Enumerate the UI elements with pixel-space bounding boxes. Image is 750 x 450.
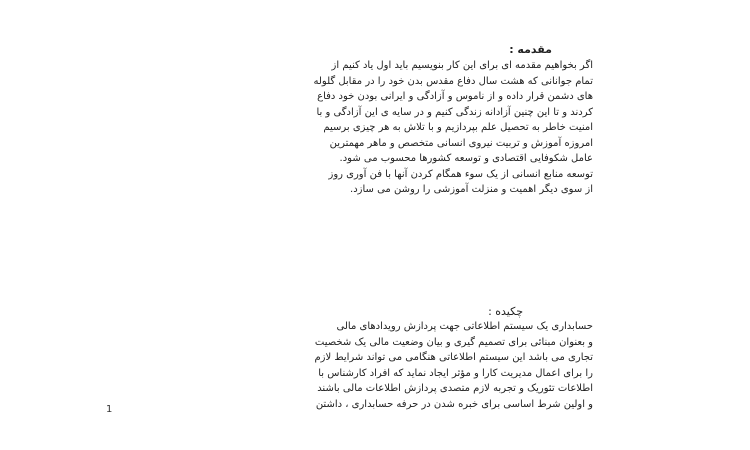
abstract-line: و بعنوان مبنائی برای تصمیم گیری و بیان وضعیت مالی یک شخصیت xyxy=(314,336,593,348)
intro-line: توسعه منابع انسانی از یک سوء همگام کردن آنها با فن آوری روز xyxy=(328,168,593,180)
intro-line: عامل شکوفایی اقتصادی و توسعه کشورها محسوب می شود. xyxy=(339,153,593,164)
abstract-paragraph xyxy=(153,319,593,412)
abstract-line: تجاری می باشد این سیستم اطلاعاتی هنگامی می تواند شرایط لازم xyxy=(314,352,593,363)
intro-line: از سوی دیگر اهمیت و منزلت آموزشی را روشن می سازد. xyxy=(350,184,593,195)
intro-line: امنیت خاطر به تحصیل علم بپردازیم و با تلاش به هر چیزی برسیم xyxy=(323,122,593,133)
abstract-heading: چکیده : xyxy=(488,305,523,318)
abstract-line: را برای اعمال مدیریت کارا و مؤثر ایجاد نماید که افراد کارشناس با xyxy=(318,367,593,379)
abstract-line: و اولین شرط اساسی برای خبره شدن در حرفه حسابداری ، داشتن xyxy=(315,398,593,410)
intro-heading: مقدمه : xyxy=(509,43,552,56)
intro-line: امروزه آموزش و تربیت نیروی انسانی متخصص و ماهر مهمترین xyxy=(329,137,593,149)
intro-line: اگر بخواهیم مقدمه ای برای این کار بنویسیم باید اول یاد کنیم از xyxy=(331,60,593,71)
page-number: 1 xyxy=(106,404,113,415)
intro-line: تمام جوانانی که هشت سال دفاع مقدس بدن خود را در مقابل گلوله xyxy=(313,75,593,87)
intro-line: های دشمن قرار داده و از ناموس و آزادگی و ایرانی بودن خود دفاع xyxy=(317,91,593,102)
abstract-line: حسابداری یک سیستم اطلاعاتی جهت پردازش رویدادهای مالی xyxy=(336,321,593,332)
intro-line: کردند و تا این چنین آزادانه زندگی کنیم و در سایه ی این آزادگی و با xyxy=(316,106,593,118)
abstract-line: اطلاعات تئوریک و تجربه لازم متصدی پردازش اطلاعات مالی باشند xyxy=(317,383,593,394)
intro-paragraph xyxy=(163,58,593,198)
